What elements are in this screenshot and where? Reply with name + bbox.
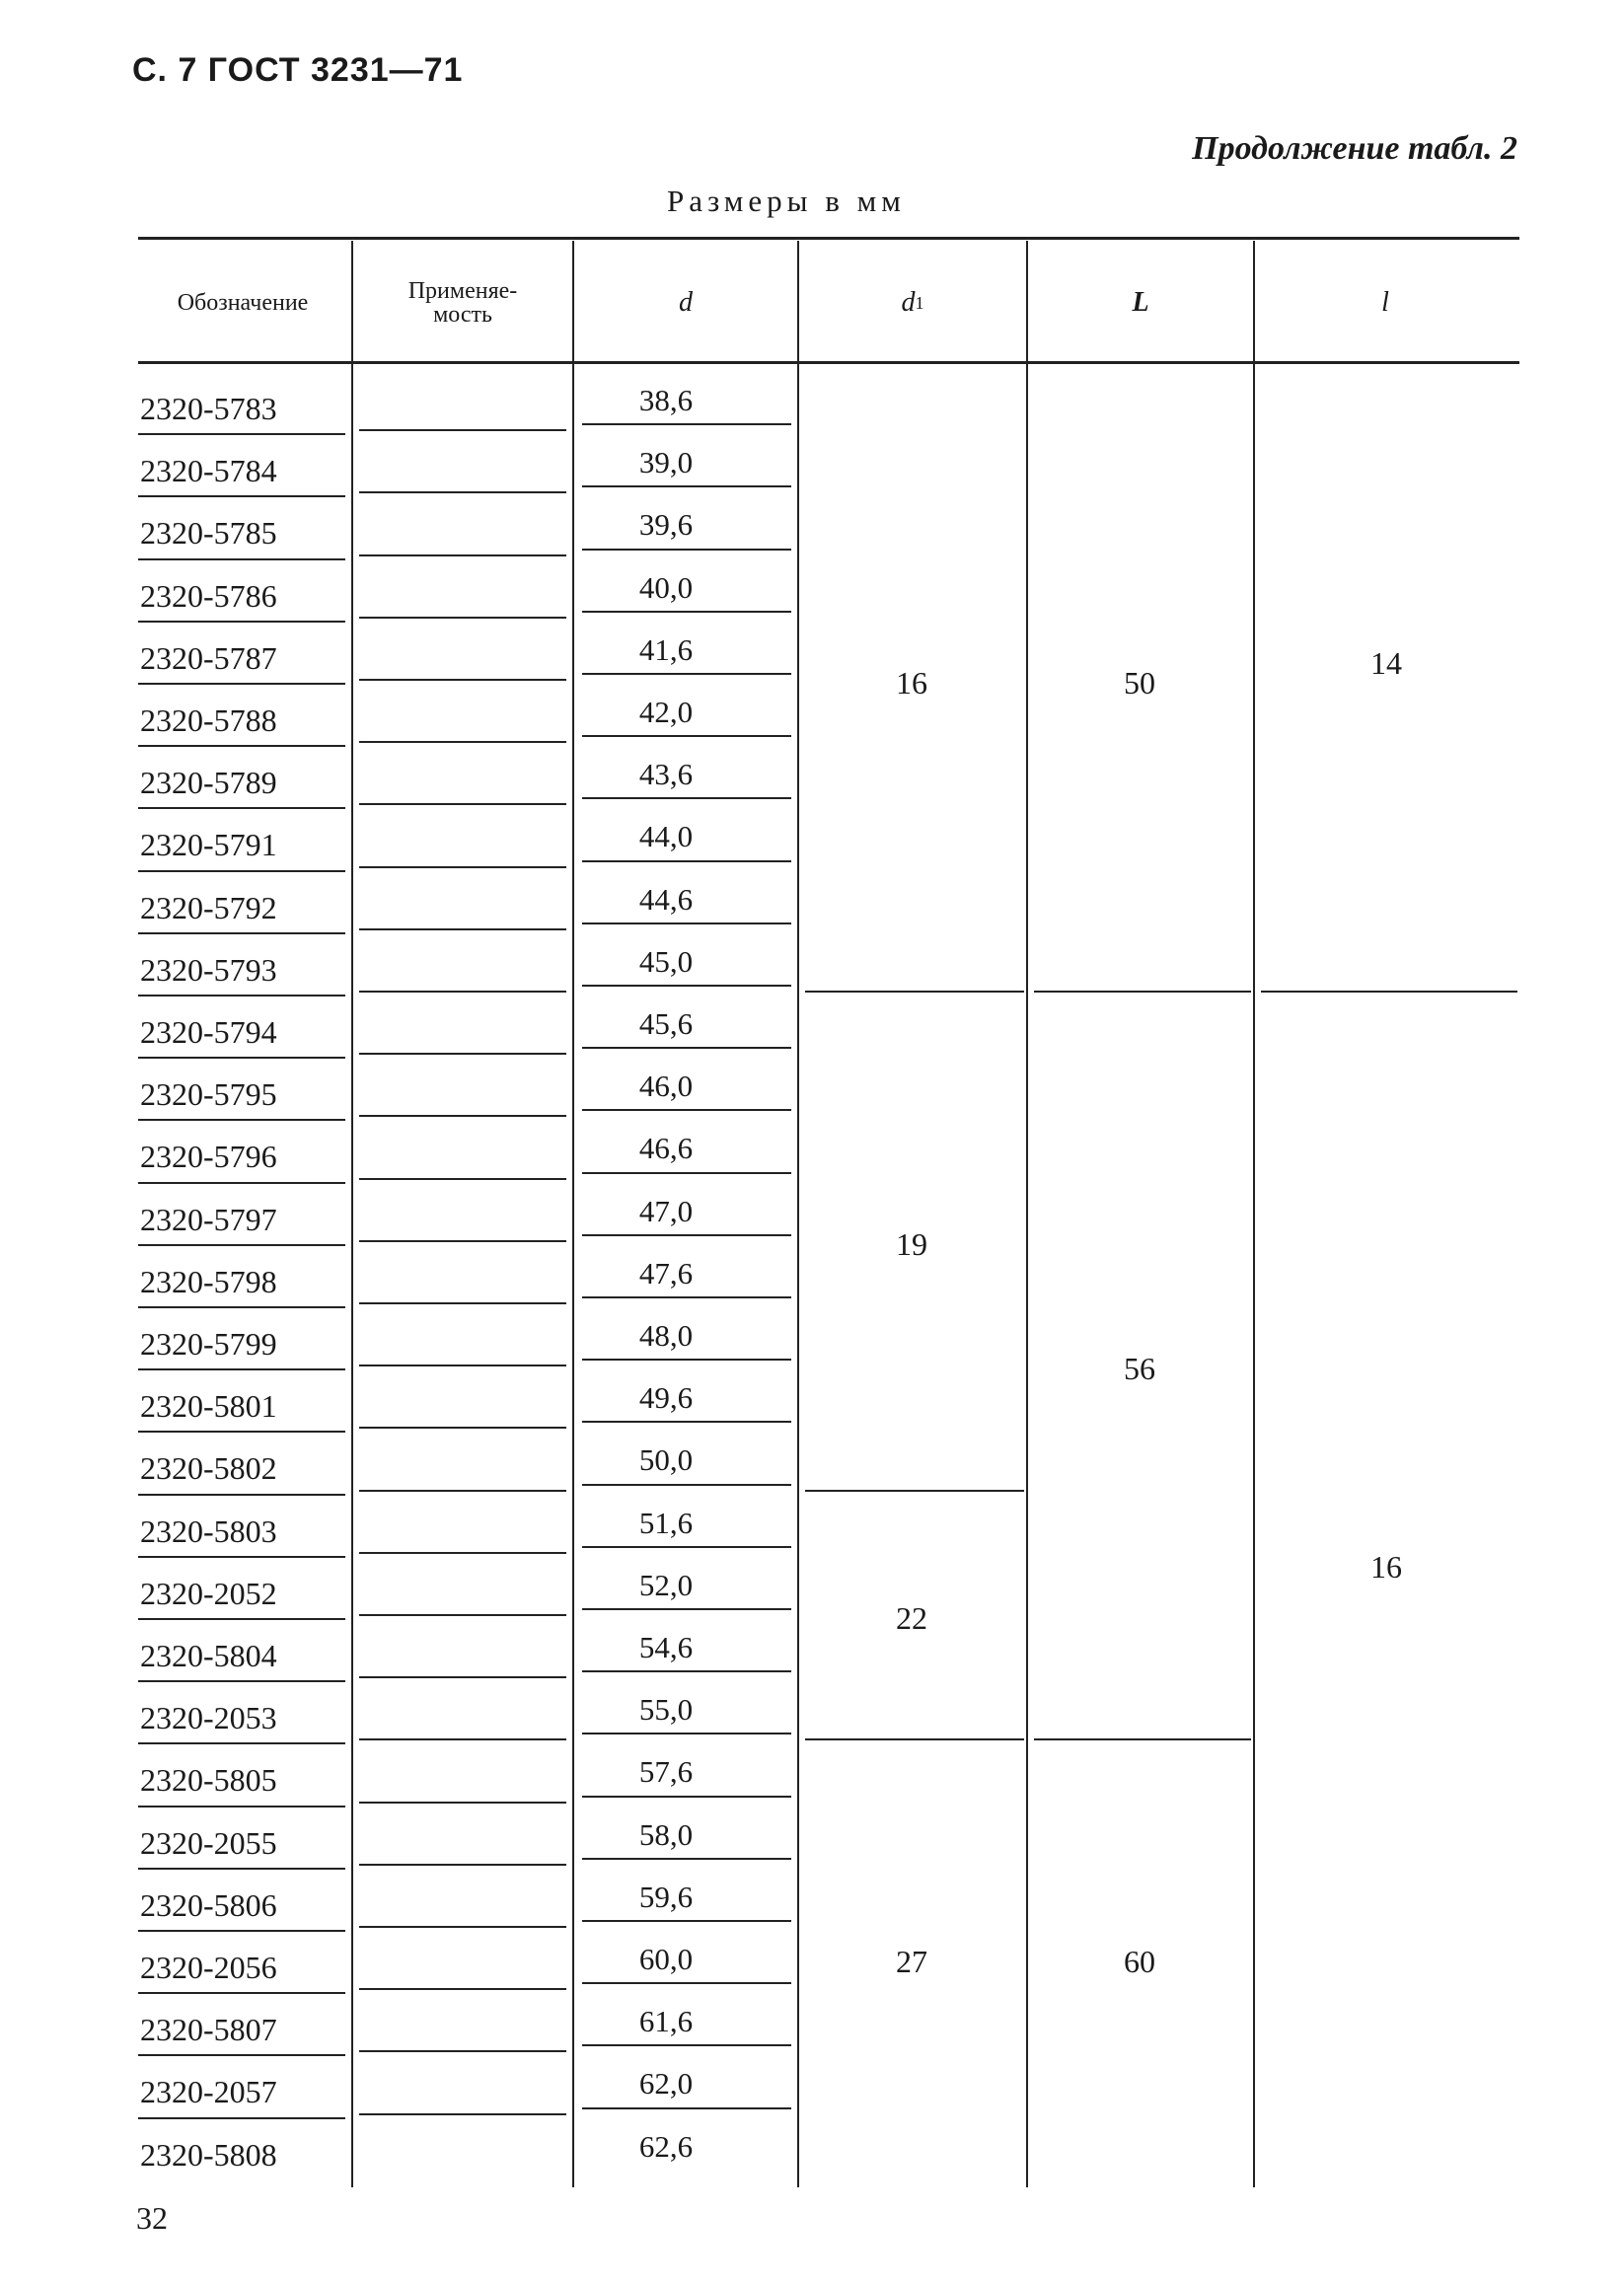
- row-rule-d: [582, 485, 791, 487]
- column-header-applicability: Применяе- мость: [407, 278, 518, 328]
- row-d-value: 39,0: [638, 445, 694, 480]
- row-d-value: 41,6: [638, 631, 694, 667]
- row-rule-applicability: [359, 991, 566, 993]
- row-code: 2320-5807: [140, 2012, 277, 2048]
- row-rule-code: [138, 2054, 345, 2056]
- row-rule-d: [582, 611, 791, 613]
- row-d-value: 54,6: [638, 1630, 694, 1664]
- row-rule-applicability: [359, 679, 566, 681]
- row-code: 2320-5786: [140, 577, 277, 614]
- row-code: 2320-5803: [140, 1512, 277, 1549]
- L-group-value-group-rule: [1034, 1738, 1251, 1740]
- row-d-value: 47,0: [638, 1193, 694, 1228]
- d1-group-value-group-rule: [805, 1738, 1024, 1740]
- row-rule-applicability: [359, 491, 566, 493]
- row-d-value: 40,0: [638, 569, 694, 605]
- row-code: 2320-5805: [140, 1762, 277, 1799]
- row-rule-d: [582, 549, 791, 551]
- d1-group-value: 22: [896, 1600, 927, 1636]
- row-code: 2320-5789: [140, 765, 277, 801]
- row-code: 2320-2053: [140, 1700, 277, 1736]
- row-d-value: 57,6: [638, 1754, 694, 1790]
- row-rule-code: [138, 932, 345, 934]
- row-rule-applicability: [359, 2113, 566, 2115]
- d1-group-value: 27: [896, 1943, 927, 1979]
- table-header-rule: [138, 361, 1519, 364]
- row-rule-d: [582, 1484, 791, 1486]
- body-column-separator: [572, 361, 574, 2187]
- row-rule-applicability: [359, 1864, 566, 1866]
- row-rule-d: [582, 1172, 791, 1174]
- row-rule-code: [138, 1494, 345, 1496]
- row-d-value: 49,6: [638, 1380, 694, 1416]
- row-rule-code: [138, 1930, 345, 1932]
- row-rule-applicability: [359, 866, 566, 868]
- row-rule-code: [138, 1742, 345, 1744]
- L-group-value: 56: [1124, 1351, 1155, 1387]
- l-group-value: 16: [1370, 1549, 1402, 1586]
- row-code: 2320-5787: [140, 639, 277, 676]
- row-d-value: 62,6: [638, 2128, 694, 2164]
- row-d-value: 45,6: [638, 1006, 694, 1041]
- row-rule-applicability: [359, 1053, 566, 1055]
- row-rule-code: [138, 621, 345, 623]
- row-rule-d: [582, 1920, 791, 1922]
- header-column-separator: [1026, 241, 1028, 361]
- row-code: 2320-5794: [140, 1014, 277, 1050]
- row-d-value: 46,0: [638, 1069, 694, 1104]
- header-column-separator: [797, 241, 799, 361]
- row-rule-d: [582, 2044, 791, 2046]
- row-rule-d: [582, 1359, 791, 1361]
- row-d-value: 52,0: [638, 1567, 694, 1602]
- row-code: 2320-5785: [140, 515, 277, 552]
- l-group-value: 14: [1370, 645, 1402, 681]
- row-rule-code: [138, 995, 345, 996]
- column-header-d: d: [679, 287, 693, 318]
- d1-group-value: 19: [896, 1225, 927, 1262]
- row-rule-code: [138, 807, 345, 809]
- row-rule-d: [582, 922, 791, 924]
- row-rule-applicability: [359, 1365, 566, 1366]
- d1-group-value: 16: [896, 665, 927, 701]
- row-rule-applicability: [359, 1240, 566, 1242]
- row-d-value: 55,0: [638, 1692, 694, 1728]
- row-d-value: 61,6: [638, 2004, 694, 2039]
- row-code: 2320-2057: [140, 2074, 277, 2110]
- row-rule-code: [138, 1368, 345, 1370]
- row-rule-applicability: [359, 1490, 566, 1492]
- body-column-separator: [797, 361, 799, 2187]
- row-rule-code: [138, 495, 345, 497]
- units-caption: Размеры в мм: [667, 184, 906, 218]
- row-code: 2320-5784: [140, 453, 277, 489]
- header-column-separator: [572, 241, 574, 361]
- row-rule-code: [138, 1618, 345, 1620]
- row-rule-applicability: [359, 1302, 566, 1304]
- row-rule-code: [138, 745, 345, 747]
- row-rule-applicability: [359, 429, 566, 431]
- row-rule-d: [582, 797, 791, 799]
- row-d-value: 60,0: [638, 1942, 694, 1976]
- row-code: 2320-5808: [140, 2136, 277, 2173]
- row-code: 2320-5802: [140, 1450, 277, 1487]
- row-rule-d: [582, 1234, 791, 1236]
- row-code: 2320-5791: [140, 827, 277, 863]
- row-rule-applicability: [359, 1676, 566, 1678]
- row-rule-d: [582, 1858, 791, 1860]
- row-rule-applicability: [359, 1988, 566, 1990]
- row-rule-d: [582, 1796, 791, 1798]
- row-rule-d: [582, 985, 791, 987]
- row-rule-d: [582, 423, 791, 425]
- column-header-l: l: [1381, 287, 1389, 318]
- row-rule-applicability: [359, 2050, 566, 2052]
- row-d-value: 44,0: [638, 819, 694, 854]
- row-rule-d: [582, 1047, 791, 1049]
- row-rule-d: [582, 1296, 791, 1298]
- L-group-value-group-rule: [1034, 991, 1251, 993]
- row-rule-d: [582, 735, 791, 737]
- row-rule-d: [582, 1670, 791, 1672]
- row-rule-d: [582, 1982, 791, 1984]
- column-header-d1: d 1: [901, 287, 924, 318]
- row-rule-code: [138, 1806, 345, 1807]
- row-rule-code: [138, 683, 345, 685]
- row-rule-d: [582, 1109, 791, 1111]
- row-d-value: 58,0: [638, 1816, 694, 1852]
- row-d-value: 48,0: [638, 1318, 694, 1353]
- L-group-value: 50: [1124, 665, 1155, 701]
- row-d-value: 39,6: [638, 507, 694, 543]
- row-code: 2320-5792: [140, 889, 277, 925]
- row-rule-applicability: [359, 1115, 566, 1117]
- row-code: 2320-5795: [140, 1076, 277, 1113]
- row-rule-code: [138, 558, 345, 560]
- d1-group-value-group-rule: [805, 991, 1024, 993]
- L-group-value: 60: [1124, 1943, 1155, 1979]
- row-d-value: 51,6: [638, 1505, 694, 1540]
- row-rule-d: [582, 1733, 791, 1734]
- row-rule-code: [138, 1119, 345, 1121]
- row-rule-applicability: [359, 617, 566, 619]
- row-d-value: 45,0: [638, 943, 694, 979]
- row-code: 2320-5793: [140, 951, 277, 988]
- l-group-value-group-rule: [1261, 991, 1517, 993]
- row-rule-code: [138, 1992, 345, 1994]
- row-rule-code: [138, 1244, 345, 1246]
- row-rule-applicability: [359, 1552, 566, 1554]
- row-code: 2320-5801: [140, 1388, 277, 1425]
- row-code: 2320-5799: [140, 1326, 277, 1362]
- row-d-value: 46,6: [638, 1131, 694, 1166]
- row-rule-applicability: [359, 741, 566, 743]
- row-rule-code: [138, 870, 345, 872]
- row-d-value: 62,0: [638, 2066, 694, 2102]
- row-rule-code: [138, 1556, 345, 1558]
- row-d-value: 59,6: [638, 1879, 694, 1914]
- body-column-separator: [1253, 361, 1255, 2187]
- row-rule-code: [138, 433, 345, 435]
- table-continuation-label: Продолжение табл. 2: [1192, 130, 1517, 167]
- row-code: 2320-5788: [140, 702, 277, 738]
- row-rule-d: [582, 860, 791, 862]
- table-top-rule: [138, 237, 1519, 240]
- row-rule-code: [138, 2117, 345, 2119]
- row-code: 2320-2056: [140, 1950, 277, 1985]
- row-code: 2320-5797: [140, 1201, 277, 1237]
- row-rule-d: [582, 673, 791, 675]
- row-code: 2320-2055: [140, 1824, 277, 1861]
- row-d-value: 43,6: [638, 757, 694, 792]
- page-number: 32: [136, 2200, 168, 2236]
- document-header: С. 7 ГОСТ 3231—71: [132, 51, 464, 89]
- row-code: 2320-5804: [140, 1638, 277, 1673]
- row-rule-d: [582, 1421, 791, 1423]
- row-rule-applicability: [359, 1614, 566, 1616]
- row-rule-applicability: [359, 1178, 566, 1180]
- row-code: 2320-5806: [140, 1886, 277, 1923]
- header-column-separator: [1253, 241, 1255, 361]
- row-rule-code: [138, 1306, 345, 1308]
- row-code: 2320-2052: [140, 1575, 277, 1611]
- row-rule-applicability: [359, 1802, 566, 1804]
- row-d-value: 44,6: [638, 881, 694, 917]
- row-rule-code: [138, 1057, 345, 1059]
- row-d-value: 38,6: [638, 383, 694, 417]
- row-d-value: 50,0: [638, 1442, 694, 1478]
- body-column-separator: [1026, 361, 1028, 2187]
- row-rule-d: [582, 1608, 791, 1610]
- row-rule-applicability: [359, 928, 566, 930]
- d1-group-value-group-rule: [805, 1490, 1024, 1492]
- row-rule-applicability: [359, 1926, 566, 1928]
- column-header-code: Обозначение: [177, 290, 309, 316]
- row-rule-applicability: [359, 554, 566, 556]
- row-code: 2320-5796: [140, 1139, 277, 1175]
- row-rule-applicability: [359, 1738, 566, 1740]
- row-rule-code: [138, 1868, 345, 1870]
- row-d-value: 42,0: [638, 695, 694, 729]
- column-header-L: L: [1132, 287, 1149, 318]
- row-rule-code: [138, 1431, 345, 1433]
- row-rule-applicability: [359, 1427, 566, 1429]
- row-code: 2320-5783: [140, 391, 277, 426]
- row-rule-code: [138, 1680, 345, 1682]
- row-rule-applicability: [359, 803, 566, 805]
- row-rule-d: [582, 1546, 791, 1548]
- row-rule-code: [138, 1182, 345, 1184]
- row-rule-d: [582, 2107, 791, 2109]
- row-code: 2320-5798: [140, 1263, 277, 1299]
- row-d-value: 47,6: [638, 1255, 694, 1291]
- header-column-separator: [351, 241, 353, 361]
